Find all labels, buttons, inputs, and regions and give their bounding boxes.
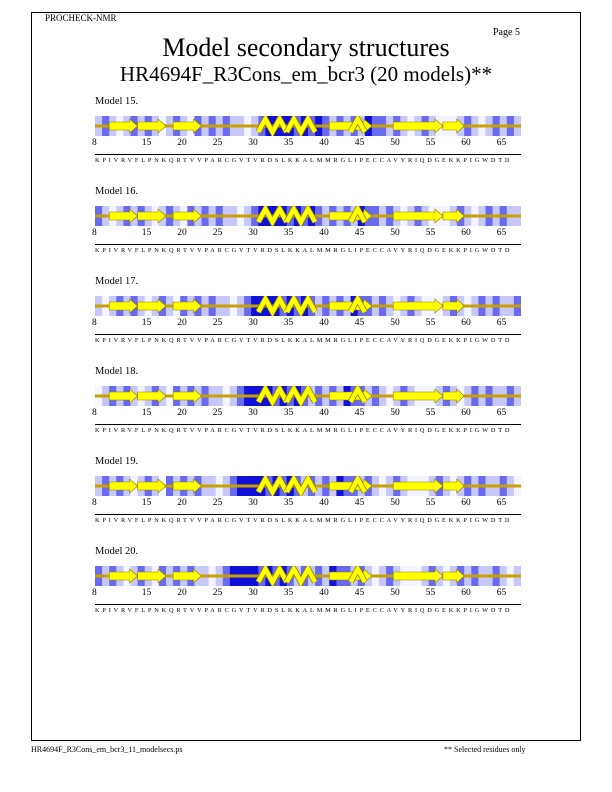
page-number: Page 5 — [493, 27, 520, 38]
tick-label: 25 — [212, 408, 223, 418]
model-panel — [0, 366, 612, 451]
footer-filename: HR4694F_R3Cons_em_bcr3_11_modelsecs.ps — [31, 745, 183, 754]
tick-label: 40 — [319, 498, 329, 508]
tick-label: 50 — [390, 498, 400, 508]
sequence-line — [95, 424, 521, 434]
sequence-text: KPIVRVFLPNKQRTVVPARCGVTVRDSLKKALMMRGLIPECCAVYRIQDGEKKPIGWDTD — [95, 427, 513, 434]
sequence-line — [95, 514, 521, 524]
secondary-structure-strip — [95, 386, 521, 406]
residue-axis — [0, 228, 612, 240]
tick-label: 40 — [319, 138, 329, 148]
tick-label: 45 — [354, 588, 365, 598]
tick-label: 20 — [177, 138, 187, 148]
model-panel — [0, 546, 612, 631]
tick-label: 30 — [248, 138, 258, 148]
page-title: Model secondary structures — [162, 33, 450, 62]
tick-label: 8 — [92, 138, 97, 148]
tick-label: 35 — [283, 318, 294, 328]
tick-label: 30 — [248, 588, 258, 598]
tick-label: 60 — [461, 498, 471, 508]
tick-label: 40 — [319, 318, 329, 328]
tick-label: 45 — [354, 318, 365, 328]
sequence-text: KPIVRVFLPNKQRTVVPARCGVTVRDSLKKALMMRGLIPECCAVYRIQDGEKKPIGWDTD — [95, 607, 513, 614]
tick-label: 60 — [461, 408, 471, 418]
tick-label: 20 — [177, 228, 187, 238]
tick-label: 15 — [141, 138, 152, 148]
tick-label: 40 — [319, 588, 329, 598]
tick-label: 50 — [390, 318, 400, 328]
model-label: Model 16. — [95, 186, 139, 197]
tick-label: 8 — [92, 228, 97, 238]
tick-label: 50 — [390, 228, 400, 238]
tick-label: 55 — [425, 228, 436, 238]
model-panel — [0, 96, 612, 181]
tick-label: 8 — [92, 498, 97, 508]
sequence-text: KPIVRVFLPNKQRTVVPARCGVTVRDSLKKALMMRGLIPECCAVYRIQDGEKKPIGWDTD — [95, 157, 513, 164]
sequence-text: KPIVRVFLPNKQRTVVPARCGVTVRDSLKKALMMRGLIPECCAVYRIQDGEKKPIGWDTD — [95, 337, 513, 344]
residue-axis — [0, 498, 612, 510]
tick-label: 25 — [212, 138, 223, 148]
tick-label: 35 — [283, 588, 294, 598]
tick-label: 25 — [212, 318, 223, 328]
tick-label: 15 — [141, 408, 152, 418]
secondary-structure-strip — [95, 566, 521, 586]
tick-label: 65 — [496, 588, 507, 598]
tick-label: 15 — [141, 588, 152, 598]
tick-label: 55 — [425, 498, 436, 508]
model-label: Model 17. — [95, 276, 139, 287]
sequence-line — [95, 604, 521, 614]
tick-label: 20 — [177, 408, 187, 418]
secondary-structure-strip — [95, 206, 521, 226]
tick-label: 60 — [461, 138, 471, 148]
tick-label: 25 — [212, 588, 223, 598]
footer-note: ** Selected residues only — [444, 745, 526, 754]
model-label: Model 19. — [95, 456, 139, 467]
tick-label: 65 — [496, 138, 507, 148]
tick-label: 60 — [461, 588, 471, 598]
tick-label: 65 — [496, 408, 507, 418]
tick-label: 55 — [425, 318, 436, 328]
tick-label: 40 — [319, 228, 329, 238]
tick-label: 35 — [283, 498, 294, 508]
tick-label: 30 — [248, 498, 258, 508]
residue-axis — [0, 318, 612, 330]
tick-label: 65 — [496, 228, 507, 238]
tick-label: 20 — [177, 498, 187, 508]
tick-label: 25 — [212, 228, 223, 238]
secondary-structure-strip — [95, 116, 521, 136]
tick-label: 45 — [354, 408, 365, 418]
tick-label: 40 — [319, 408, 329, 418]
tick-label: 35 — [283, 138, 294, 148]
tick-label: 8 — [92, 408, 97, 418]
tick-label: 30 — [248, 408, 258, 418]
tick-label: 45 — [354, 498, 365, 508]
model-panel — [0, 276, 612, 361]
tick-label: 15 — [141, 228, 152, 238]
model-label: Model 20. — [95, 546, 139, 557]
tick-label: 55 — [425, 408, 436, 418]
tick-label: 60 — [461, 318, 471, 328]
program-name: PROCHECK-NMR — [45, 13, 117, 23]
model-panel — [0, 456, 612, 541]
tick-label: 45 — [354, 138, 365, 148]
tick-label: 45 — [354, 228, 365, 238]
tick-label: 65 — [496, 498, 507, 508]
tick-label: 8 — [92, 318, 97, 328]
residue-axis — [0, 588, 612, 600]
tick-label: 35 — [283, 408, 294, 418]
model-panel — [0, 186, 612, 271]
tick-label: 30 — [248, 228, 258, 238]
residue-axis — [0, 408, 612, 420]
tick-label: 35 — [283, 228, 294, 238]
tick-label: 15 — [141, 498, 152, 508]
tick-label: 8 — [92, 588, 97, 598]
tick-label: 55 — [425, 138, 436, 148]
model-label: Model 18. — [95, 366, 139, 377]
sequence-line — [95, 334, 521, 344]
secondary-structure-strip — [95, 296, 521, 316]
sequence-text: KPIVRVFLPNKQRTVVPARCGVTVRDSLKKALMMRGLIPECCAVYRIQDGEKKPIGWDTD — [95, 247, 513, 254]
tick-label: 50 — [390, 588, 400, 598]
tick-label: 25 — [212, 498, 223, 508]
page-subtitle: HR4694F_R3Cons_em_bcr3 (20 models)** — [119, 62, 493, 86]
tick-label: 20 — [177, 318, 187, 328]
sequence-line — [95, 244, 521, 254]
tick-label: 55 — [425, 588, 436, 598]
tick-label: 50 — [390, 138, 400, 148]
tick-label: 30 — [248, 318, 258, 328]
model-label: Model 15. — [95, 96, 139, 107]
secondary-structure-strip — [95, 476, 521, 496]
sequence-line — [95, 154, 521, 164]
tick-label: 20 — [177, 588, 187, 598]
sequence-text: KPIVRVFLPNKQRTVVPARCGVTVRDSLKKALMMRGLIPECCAVYRIQDGEKKPIGWDTD — [95, 517, 513, 524]
tick-label: 15 — [141, 318, 152, 328]
residue-axis — [0, 138, 612, 150]
tick-label: 60 — [461, 228, 471, 238]
tick-label: 50 — [390, 408, 400, 418]
tick-label: 65 — [496, 318, 507, 328]
